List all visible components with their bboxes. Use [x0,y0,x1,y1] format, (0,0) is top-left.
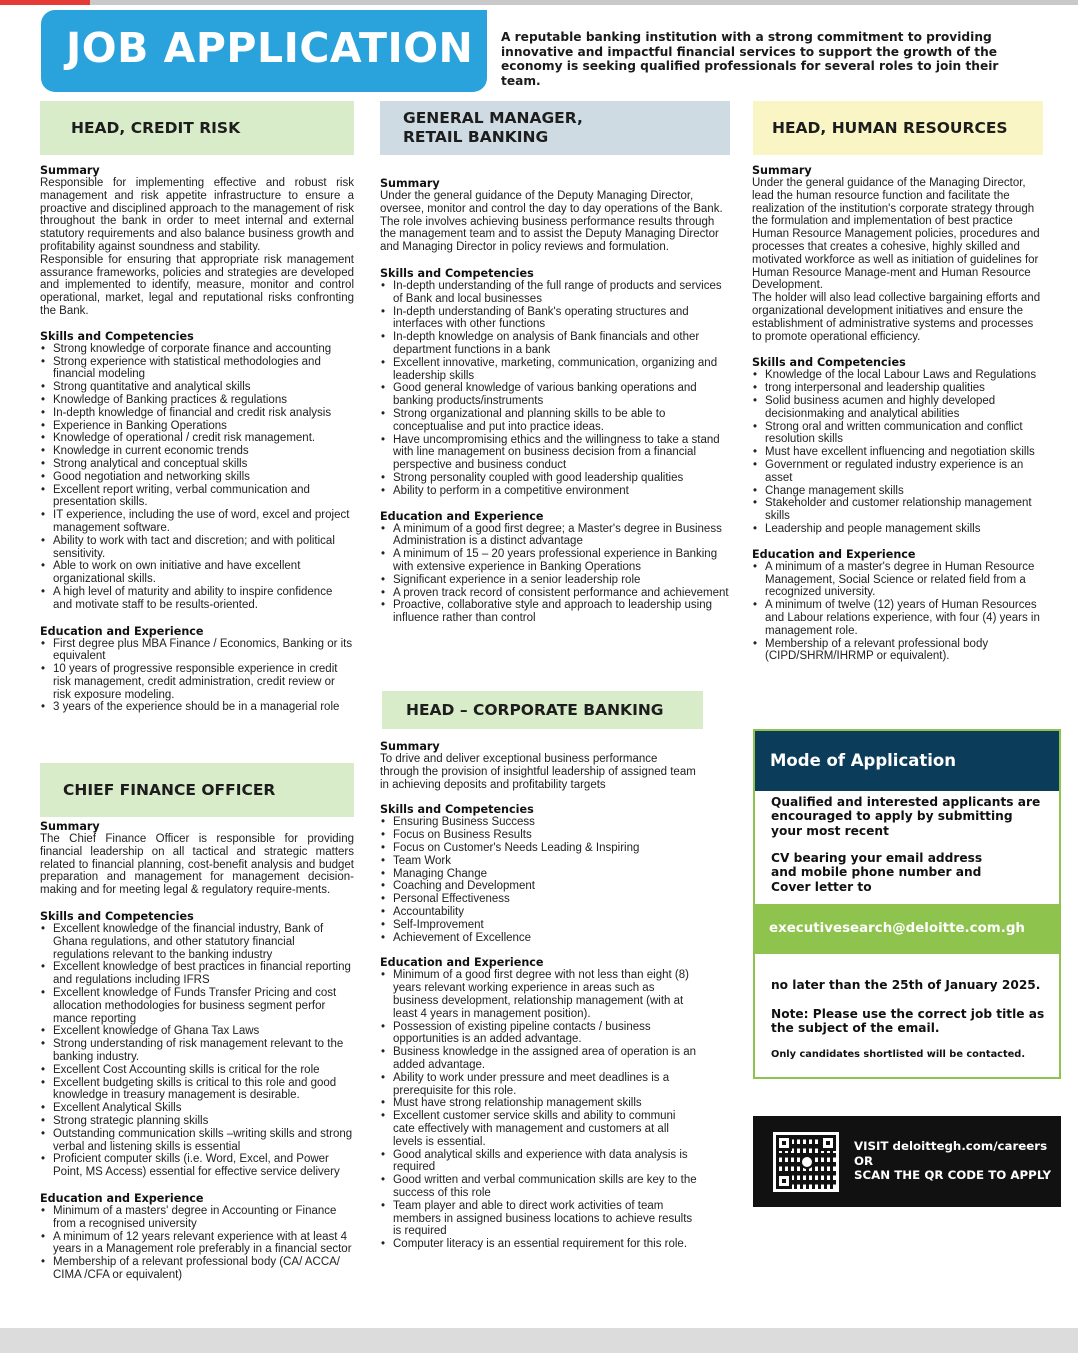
education-label: Education and Experience [40,624,204,638]
list-item: • Good written and verbal communication skills are key to the success of this role [380,1174,698,1200]
list-item: • Team player and able to direct work activities of team members in assigned business locations to achieve results is required [380,1200,698,1238]
list-item: • Government or regulated industry experience is an asset [752,459,1044,485]
subject-note: Note: Please use the correct job title as the subject of the email. [771,1007,1045,1036]
list-item: • Change management skills [752,485,1044,498]
list-item: • Managing Change [380,868,698,881]
list-item: • In-depth understanding of the full range of products and services of Bank and local businesses [380,280,730,306]
list-item: • Able to work on own initiative and have excellent organizational skills. [40,560,354,586]
list-item: • Strong organizational and planning skills to be able to conceptualise and put into practice ideas. [380,408,730,434]
qr-finder-bottom-left [776,1173,792,1189]
summary-paragraph: The Chief Finance Officer is responsible for providing financial leadership on all tactical and strategic matters related to financial planning, cost-benefit analysis and budget preparation and management for management decision-making and for meeting legal & regulatory require-ments. [40,833,354,897]
summary-paragraph: The holder will also lead collective bargaining efforts and organizational development initiatives and ensure the establishment of administrative systems and processes to promote operational efficiency. [752,292,1041,343]
list-item: • Good analytical skills and experience with data analysis is required [380,1149,698,1175]
intro-text: A reputable banking institution with a strong commitment to providing innovative and impactful financial services to support the growth of the economy is seeking qualified professionals for several roles to join their team. [501,30,999,88]
list-item: • In-depth understanding of Bank's operating structures and interfaces with other functions [380,306,730,332]
list-item: • trong interpersonal and leadership qualities [752,382,1044,395]
list-item: • Good general knowledge of various banking operations and banking products/instruments [380,382,730,408]
mode-documents: CV bearing your email address and mobile phone number and Cover letter to [771,851,983,894]
job-header-retail-banking [380,101,730,155]
list-item: • Focus on Customer's Needs Leading & Inspiring [380,842,698,855]
mode-intro: Qualified and interested applicants are encouraged to apply by submitting your most recent [771,795,1041,838]
list-item: • Self-Improvement [380,919,698,932]
list-item: • Business knowledge in the assigned area of operation is an added advantage. [380,1046,698,1072]
qr-finder-top-right [820,1135,836,1151]
list-item: • Must have strong relationship management skills [380,1097,698,1110]
list-item: • Ensuring Business Success [380,816,698,829]
list-item: • Minimum of a good first degree with not less than eight (8) years relevant working experience in areas such as business development, relationship management (with at least 4 years in management position). [380,969,698,1020]
list-item: • Excellent customer service skills and ability to communi cate effectively with management and customers at all levels is essential. [380,1110,698,1148]
job-header-credit-risk [40,101,354,155]
education-list [380,523,730,625]
skills-label: Skills and Competencies [752,356,906,370]
summary-text [40,177,354,318]
list-item: • Strong strategic planning skills [40,1115,354,1128]
list-item: • Team Work [380,855,698,868]
list-item: • Proficient computer skills (i.e. Word, Excel, and Power Point, MS Access) essential for effective service delivery [40,1153,354,1179]
list-item: • Excellent knowledge of best practices in financial reporting and regulations including IFRS [40,961,354,987]
list-item: • Membership of a relevant professional body (CIPD/SHRM/IHRMP or equivalent). [752,638,1044,664]
summary-text [380,753,698,791]
education-list [40,1205,354,1282]
application-deadline: no later than the 25th of January 2025. [771,978,1041,992]
summary-text [380,190,730,254]
education-label: Education and Experience [40,1191,204,1205]
list-item: • IT experience, including the use of word, excel and project management software. [40,509,354,535]
list-item: • 3 years of the experience should be in a managerial role [40,701,354,714]
summary-label: Summary [380,740,440,753]
skills-list [752,369,1044,535]
list-item: • First degree plus MBA Finance / Economics, Banking or its equivalent [40,638,354,664]
job-title-line-2: RETAIL BANKING [403,128,549,146]
job-header-cfo [40,763,354,817]
list-item: • Outstanding communication skills –writing skills and strong verbal and listening skills is essential [40,1128,354,1154]
list-item: • Computer literacy is an essential requirement for this role. [380,1238,698,1251]
page-title: JOB APPLICATION [66,24,474,72]
list-item: • Ability to perform in a competitive environment [380,485,730,498]
list-item: • Strong oral and written communication and conflict resolution skills [752,421,1044,447]
summary-paragraph: To drive and deliver exceptional business performance through the provision of insightful leadership of assigned team in achieving deposits and profitability targets [380,753,696,791]
list-item: • Achievement of Excellence [380,932,698,945]
job-title-line-1: GENERAL MANAGER, [403,109,583,127]
mode-heading: Mode of Application [755,731,1059,791]
skills-label: Skills and Competencies [380,803,534,817]
list-item: • In-depth knowledge on analysis of Bank financials and other department functions in a bank [380,331,730,357]
list-item: • Excellent Cost Accounting skills is critical for the role [40,1064,354,1077]
summary-label: Summary [40,820,100,833]
application-email-link[interactable]: executivesearch@deloitte.com.gh [755,904,1059,954]
list-item: • Strong knowledge of corporate finance and accounting [40,343,354,356]
list-item: • Solid business acumen and highly developed decisionmaking and analytical abilities [752,395,1044,421]
list-item: • A proven track record of consistent performance and achievement [380,587,730,600]
job-title: HEAD, CREDIT RISK [71,118,241,137]
list-item: • Membership of a relevant professional body (CA/ ACCA/ CIMA /CFA or equivalent) [40,1256,354,1282]
list-item: • Focus on Business Results [380,829,698,842]
list-item: • A high level of maturity and ability to inspire confidence and motivate staff to be results-oriented. [40,586,354,612]
job-retail-banking [380,177,730,625]
skills-list [40,923,354,1179]
list-item: • Excellent report writing, verbal communication and presentation skills. [40,484,354,510]
list-item: • Accountability [380,906,698,919]
list-item: • Excellent budgeting skills is critical to this role and good knowledge in treasury management is desirable. [40,1077,354,1103]
summary-label: Summary [752,164,812,177]
skills-list [40,343,354,612]
mode-of-application-panel [753,729,1061,1079]
list-item: • Significant experience in a senior leadership role [380,574,730,587]
list-item: • Strong quantitative and analytical skills [40,381,354,394]
list-item: • Excellent knowledge of Ghana Tax Laws [40,1025,354,1038]
list-item: • Excellent innovative, marketing, communication, organizing and leadership skills [380,357,730,383]
list-item: • Minimum of a masters' degree in Accounting or Finance from a recognised university [40,1205,354,1231]
job-header-corporate-banking [382,691,703,729]
list-item: • Strong experience with statistical methodologies and financial modeling [40,356,354,382]
list-item: • Coaching and Development [380,880,698,893]
list-item: • Strong analytical and conceptual skills [40,458,354,471]
list-item: • A minimum of 12 years relevant experience with at least 4 years in a Management role preferably in a financial sector [40,1231,354,1257]
qr-pattern [776,1135,836,1189]
list-item: • Proactive, collaborative style and approach to leadership using influence rather than control [380,599,730,625]
skills-label: Skills and Competencies [40,329,194,343]
job-human-resources [752,164,1044,663]
list-item: • In-depth knowledge of financial and credit risk analysis [40,407,354,420]
summary-text [40,833,354,897]
list-item: • Strong understanding of risk management relevant to the banking industry. [40,1038,354,1064]
list-item: • Knowledge in current economic trends [40,445,354,458]
list-item: • Stakeholder and customer relationship management skills [752,497,1044,523]
job-title: HEAD, HUMAN RESOURCES [772,118,1008,137]
list-item: • A minimum of twelve (12) years of Human Resources and Labour relations experience, with four (4) years in management role. [752,599,1044,637]
qr-logo-icon [800,1155,814,1169]
skills-list [380,280,730,498]
visit-careers-panel [753,1116,1061,1207]
visit-or: OR [854,1153,874,1168]
list-item: • Ability to work with tact and discretion; and with political sensitivity. [40,535,354,561]
qr-finder-top-left [776,1135,792,1151]
skills-list [380,816,698,944]
list-item: • Excellent knowledge of the financial industry, Bank of Ghana regulations, and other statutory financial regulations relevant to the banking industry [40,923,354,961]
list-item: • Good negotiation and networking skills [40,471,354,484]
job-header-human-resources [753,101,1043,155]
summary-paragraph: Under the general guidance of the Managing Director, lead the human resource function and facilitate the realization of the institution's corporate strategy through the formulation and implementation of best practice Human Resource Management policies, procedures and processes that creates a cohesive, highly skilled and motivated workforce as well as initiation of guidelines for Human Resource Manage-ment and Human Resource Development. [752,177,1040,292]
bottom-bar [0,1328,1078,1353]
job-credit-risk [40,164,354,714]
education-list [380,969,698,1251]
job-cfo [40,820,354,1282]
summary-paragraph: Under the general guidance of the Deputy Managing Director, oversee, monitor and control the day to day operations of the Bank. The role involves achieving business performance results through the management team and to assist the Deputy Managing Director and Managing Director in policy reviews and formulation. [380,190,723,254]
summary-label: Summary [380,177,440,190]
job-title: HEAD – CORPORATE BANKING [406,700,664,719]
job-title: CHIEF FINANCE OFFICER [63,780,276,799]
list-item: • Knowledge of the local Labour Laws and Regulations [752,369,1044,382]
list-item: • Strong personality coupled with good leadership qualities [380,472,730,485]
education-list [40,638,354,715]
job-corporate-banking [380,740,698,1251]
scan-qr-instruction: SCAN THE QR CODE TO APPLY [854,1168,1052,1183]
shortlist-note: Only candidates shortlisted will be contacted. [771,1049,1026,1060]
list-item: • 10 years of progressive responsible experience in credit risk management, credit administration, credit review or risk exposure modeling. [40,663,354,701]
top-stripe [0,0,1078,5]
list-item: • Personal Effectiveness [380,893,698,906]
summary-paragraph: Responsible for implementing effective and robust risk management and risk appetite infrastructure to ensure a proactive and disciplined approach to the management of risk throughout the bank in order to meet internal and external statutory requirements and also balance business growth and profitability against soundness and stability. [40,177,354,253]
list-item: • A minimum of a good first degree; a Master's degree in Business Administration is a distinct advantage [380,523,730,549]
list-item: • Must have excellent influencing and negotiation skills [752,446,1044,459]
list-item: • A minimum of a master's degree in Human Resource Management, Social Science or related field from a recognized university. [752,561,1044,599]
list-item: • Ability to work under pressure and meet deadlines is a prerequisite for this role. [380,1072,698,1098]
qr-code-icon[interactable] [773,1132,839,1192]
summary-label: Summary [40,164,100,177]
visit-careers-link[interactable]: VISIT deloittegh.com/careers [854,1139,1048,1153]
summary-paragraph: Responsible for ensuring that appropriate risk management assurance frameworks, policies and strategies are developed and implemented to identify, measure, monitor and control operational, market, legal and reputational risks confronting the Bank. [40,253,354,317]
list-item: • Excellent knowledge of Funds Transfer Pricing and cost allocation methodologies for business segment perfor mance reporting [40,987,354,1025]
list-item: • Experience in Banking Operations [40,420,354,433]
visit-text [854,1139,1051,1183]
summary-text [752,177,1044,343]
list-item: • Excellent Analytical Skills [40,1102,354,1115]
list-item: • Knowledge of Banking practices & regulations [40,394,354,407]
list-item: • Possession of existing pipeline contacts / business opportunities is an added advantage. [380,1021,698,1047]
education-label: Education and Experience [380,956,544,970]
list-item: • Knowledge of operational / credit risk management. [40,432,354,445]
list-item: • A minimum of 15 – 20 years professional experience in Banking with extensive experience in Banking Operations [380,548,730,574]
skills-label: Skills and Competencies [40,909,194,923]
skills-label: Skills and Competencies [380,266,534,280]
education-list [752,561,1044,663]
education-label: Education and Experience [752,547,916,561]
education-label: Education and Experience [380,509,544,523]
list-item: • Have uncompromising ethics and the willingness to take a stand with line management on business decision from a financial perspective and business conduct [380,434,730,472]
list-item: • Leadership and people management skills [752,523,1044,536]
